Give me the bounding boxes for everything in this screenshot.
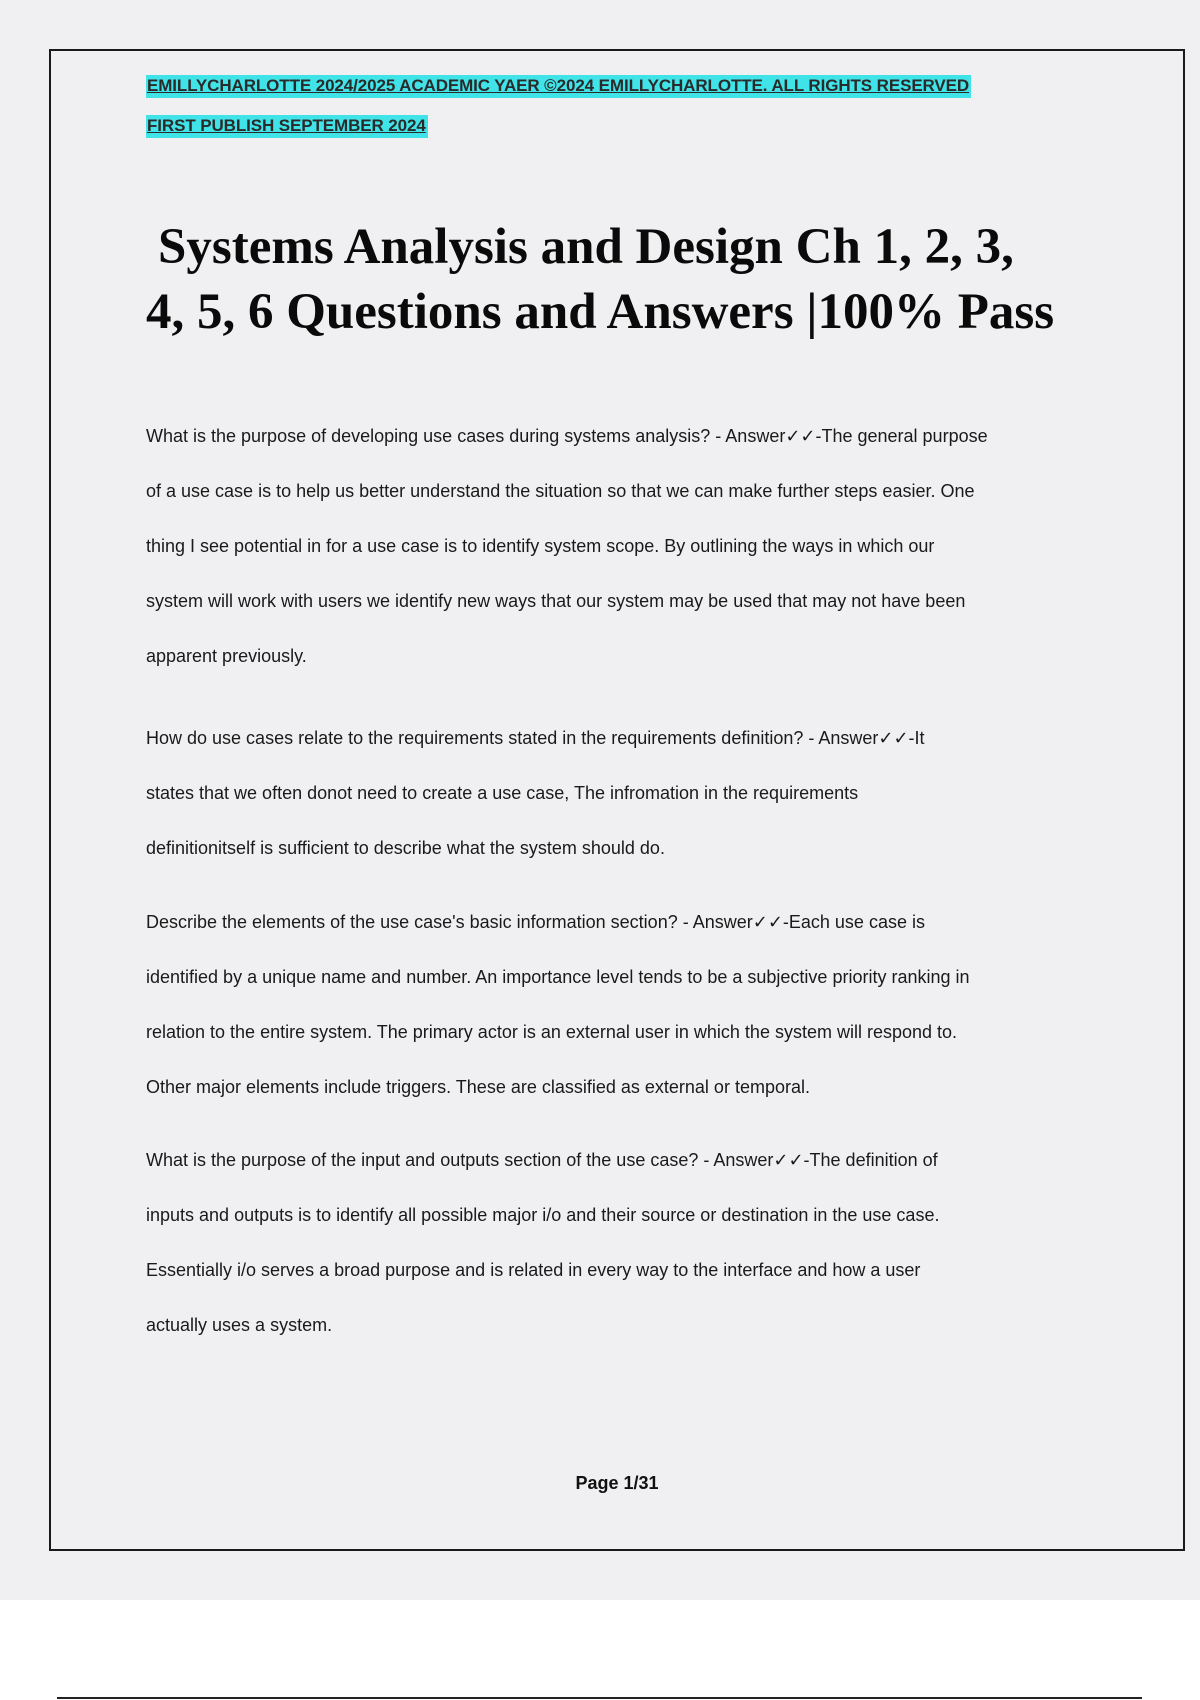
qa-line: What is the purpose of the input and outputs section of the use case? - Answer✓✓-The definition of (146, 1150, 938, 1170)
qa-line: apparent previously. (146, 646, 307, 666)
qa-line: What is the purpose of developing use cases during systems analysis? - Answer✓✓-The general purpose (146, 426, 988, 446)
publish-date-header: FIRST PUBLISH SEPTEMBER 2024 (146, 115, 428, 138)
document-title (146, 215, 1106, 345)
page-number: Page 1/31 (575, 1473, 659, 1493)
copyright-header: EMILLYCHARLOTTE 2024/2025 ACADEMIC YAER ©2024 EMILLYCHARLOTTE. ALL RIGHTS RESERVED (146, 75, 971, 98)
qa-item-requirements-relation (146, 711, 1096, 876)
qa-line: of a use case is to help us better understand the situation so that we can make further steps easier. One (146, 481, 975, 501)
next-page-divider (57, 1697, 1142, 1699)
qa-line: identified by a unique name and number. An importance level tends to be a subjective priority ranking in (146, 967, 970, 987)
qa-line: relation to the entire system. The primary actor is an external user in which the system will respond to. (146, 1022, 958, 1042)
qa-line: How do use cases relate to the requirements stated in the requirements definition? - Answer✓✓-It (146, 728, 925, 748)
qa-line: Describe the elements of the use case's basic information section? - Answer✓✓-Each use case is (146, 912, 925, 932)
qa-item-inputs-outputs (146, 1133, 1096, 1353)
qa-line: thing I see potential in for a use case is to identify system scope. By outlining the ways in which our (146, 536, 935, 556)
qa-line: definitionitself is sufficient to describe what the system should do. (146, 838, 665, 858)
qa-line: actually uses a system. (146, 1315, 333, 1335)
qa-line: Essentially i/o serves a broad purpose and is related in every way to the interface and how a user (146, 1260, 921, 1280)
qa-item-use-case-purpose (146, 409, 1096, 684)
qa-line: inputs and outputs is to identify all possible major i/o and their source or destination in the use case. (146, 1205, 940, 1225)
qa-line: system will work with users we identify new ways that our system may be used that may not have been (146, 591, 966, 611)
qa-line: states that we often donot need to create a use case, The infromation in the requirements (146, 783, 859, 803)
title-line-2: 4, 5, 6 Questions and Answers |100% Pass (146, 284, 1055, 340)
title-line-1: Systems Analysis and Design Ch 1, 2, 3, (158, 219, 1014, 275)
qa-item-basic-information (146, 895, 1096, 1115)
qa-line: Other major elements include triggers. These are classified as external or temporal. (146, 1077, 810, 1097)
